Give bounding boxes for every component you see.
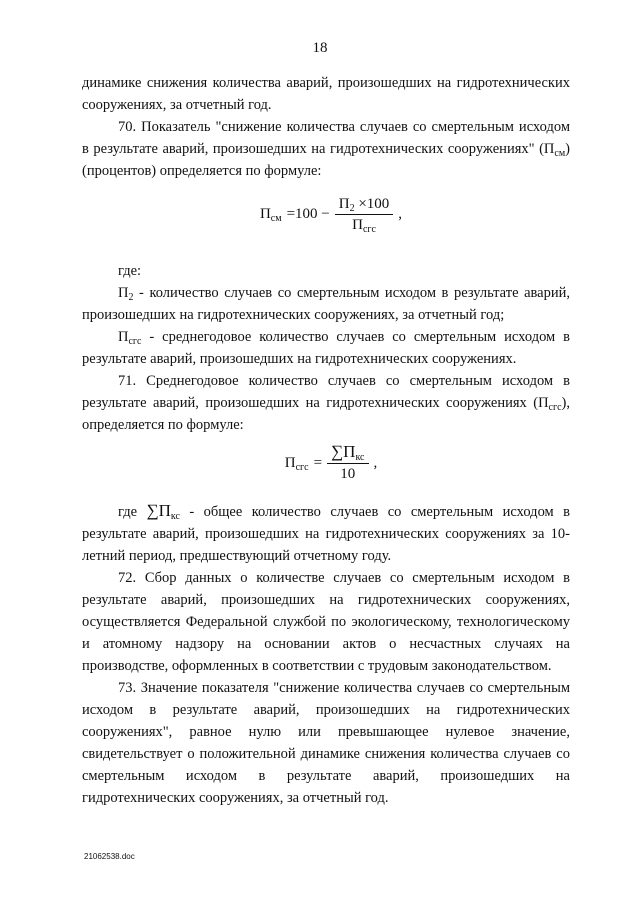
paragraph-71: 71. Среднегодовое количество случаев со смертельным исходом в результате аварий, произошедших на гидротехнических сооружениях $(П_{сгс})$, определяется по формуле: [82, 373, 570, 433]
page-number: 18 [312, 40, 328, 56]
fraction-numerator: $П_2 \times 100$ [335, 195, 394, 215]
paragraph-70 [82, 116, 570, 182]
where-label: где: [118, 263, 142, 279]
formula-equals: = [313, 455, 323, 471]
fraction-denominator: $П_{сгс}$ [352, 216, 376, 235]
formula-equals: =100 − [286, 206, 330, 222]
paragraph-text: ) (процентов) определяется по формуле: [82, 141, 570, 179]
definition-p2: $П_2$ - количество случаев со смертельным исходом в результате аварий, произошедших на гидротехнических сооружениях, за отчетный год; [82, 285, 570, 323]
formula-lhs: $П_{сгс}$ [284, 455, 309, 473]
paragraph-73: 73. Значение показателя "снижение количества случаев со смертельным исходом в результате аварий, произошедших на гидротехнических сооружениях", равное нулю или превышающее нулевое значение, свидетельствует о положительной динамике снижения количества случаев со смертельным исходом в результате аварий, произошедших на гидротехнических сооружениях, за отчетный год. [82, 680, 570, 806]
paragraph-continuation [82, 72, 570, 116]
definition-sum-pks: где $\sum П_{кс}$ - общее количество случаев со смертельным исходом в результате аварий, произошедших на гидротехнических сооружениях за 10-летний период, предшествующий отчетному году. [82, 501, 570, 564]
formula-fraction [327, 443, 368, 483]
formula-tail: , [373, 455, 378, 471]
formula-2 [82, 440, 570, 486]
fraction-numerator: $\sum П_{кс}$ [327, 443, 368, 464]
paragraph-text: динамике снижения количества аварий, произошедших на гидротехнических сооружениях, за отчетный год. [82, 75, 570, 113]
fraction-denominator: 10 [340, 466, 356, 482]
subscript: см [554, 148, 566, 159]
footer-filename: 21062538.doc [84, 852, 135, 861]
formula-lhs: $П_{см}$ [259, 206, 282, 224]
document-body [82, 72, 570, 809]
definition-psgs: $П_{сгс}$ - среднегодовое количество случаев со смертельным исходом в результате аварий, произошедших на гидротехнических сооружениях. [82, 329, 570, 367]
formula-fraction [335, 195, 394, 234]
formula-tail: , [398, 206, 403, 222]
paragraph-text: 70. Показатель "снижение количества случаев со смертельным исходом в результате аварий, произошедших на гидротехнических сооружениях" (П [82, 119, 570, 157]
paragraph-72: 72. Сбор данных о количестве случаев со смертельным исходом в результате аварий, произошедших на гидротехнических сооружениях, осуществляется Федеральной службой по экологическому, технологическому и атомному надзору на основании актов о несчастных случаях на производстве, оформленных в соответствии с трудовым законодательством. [82, 570, 570, 674]
formula-1 [82, 186, 570, 242]
